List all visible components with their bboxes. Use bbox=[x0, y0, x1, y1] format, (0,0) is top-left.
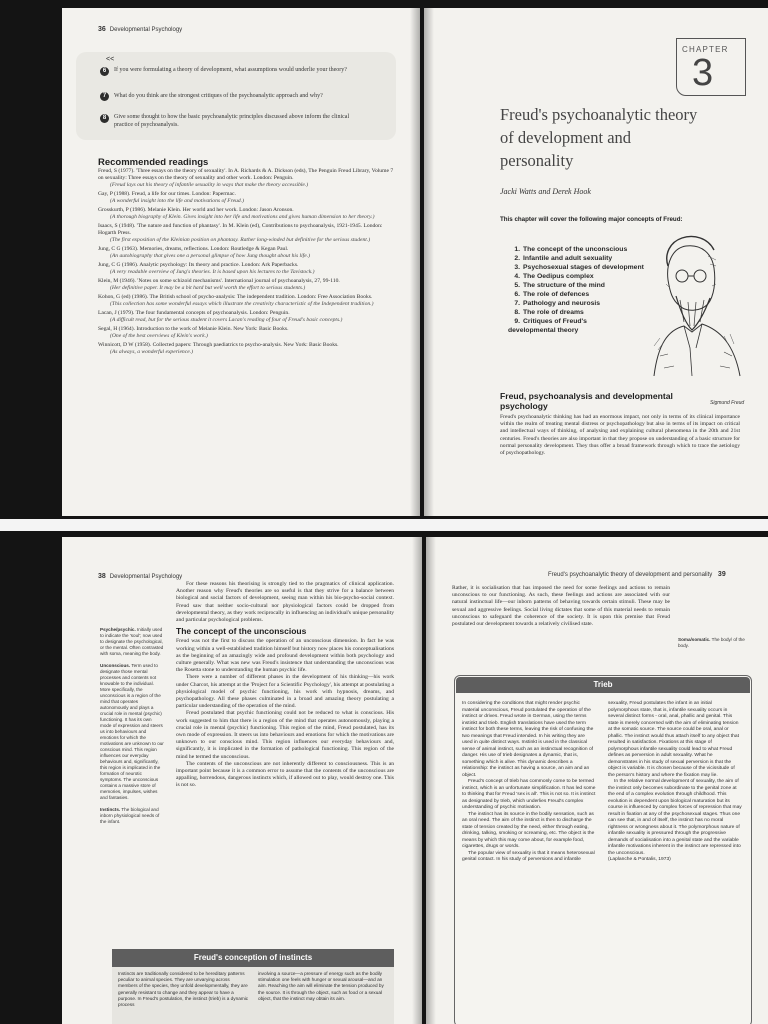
gutter-shadow bbox=[410, 8, 420, 516]
bottom-spread bbox=[0, 531, 768, 1024]
paragraph: Freud postulated that psychic functioning could not be reduced to what is conscious. His work suggested to him that there is a region of the mind that operates autonomously, playing a crucial role in mental (psychic) functioning. This region of the mind, Freud postulated, has its own mode of expression. It steers us into behaviours and emotions for which the motivations are unknown to our conscious mind. This region influences our everyday behaviours and, significantly, it is implicated in the formation of pathological functioning. This region of the mind he termed the unconscious. bbox=[176, 710, 394, 760]
concept-item: 1. The concept of the unconscious bbox=[514, 246, 628, 253]
freud-portrait bbox=[624, 226, 762, 378]
paragraph: For these reasons his theorising is strongly tied to the pragmatics of clinical application. Another reason why Freud's theories are so useful is that they strive for a balance between biological and social factors of development, seeing man within his bio-psycho-social context. Freud saw that neither socio-cultural nor physiological factors could be dropped from developmental theory, as they work reciprocally in influencing an individual's unique personality and particular psychological problems. bbox=[176, 581, 394, 624]
running-head: Freud's psychoanalytic theory of development and personality 39 bbox=[548, 571, 726, 578]
paragraph: There were a number of different phases in the development of his thinking—his work under Charcot, his attempt at the 'Project for a Scientific Psychology', his attempt at postulating a physiological model of psychic functioning, his work with hypnosis, dreams, and psychopathology. All these phases culminated in a broad and amazing theory postulating a particular understanding of the operation of the mind. bbox=[176, 674, 394, 710]
scan-separator bbox=[0, 519, 768, 531]
page-39 bbox=[426, 537, 768, 1024]
chapter-number: 3 bbox=[692, 52, 714, 94]
page-36 bbox=[62, 8, 420, 516]
paragraph: In the relative normal development of sexuality, the aim of the instinct only becomes subordinate to the genital zone at the end of a complex evolution through childhood. This evolution is dependent upon biological maturation but its course is influenced by complex forces of repression that may result in fixation at any of the psychosexual stages. Thus one can see that, in and of itself, the instinct has no moral rightness or wrongness about it. The polymorphous nature of infantile sexuality is pressured through the progressive demands of socialisation into a genital state and the variable infantile motivations inherent in the instinct are repressed into the unconscious. bbox=[608, 779, 742, 856]
running-head: 36 Developmental Psychology bbox=[98, 26, 183, 33]
reading-item: Freud, S (1977). 'Three essays on the theory of sexuality'. In A. Richards & A. Dickson (eds), The Penguin Freud Library, Volume 7 on sexuality: Three essays on the theory of sexuality and other work. London: Penguin. (Freud lays out his theory of infantile sexuality in ways that make the theory accessible.) bbox=[98, 168, 394, 188]
instincts-box-col: Instincts are traditionally considered to be hereditary patterns peculiar to animal species. They are unvarying across members of the species, they unfold developmentally, they are generally resistant to change and they appear to have a purpose. In Freud's postulation, the instinct (trieb) is a dynamic process bbox=[118, 971, 249, 1008]
question-number: 7 bbox=[100, 92, 109, 101]
chapter-authors: Jacki Watts and Derek Hook bbox=[500, 187, 591, 196]
main-text-column bbox=[176, 581, 394, 790]
concept-item: 8. The role of dreams bbox=[514, 309, 584, 316]
concept-item: 5. The structure of the mind bbox=[514, 282, 605, 289]
running-head: 38 Developmental Psychology bbox=[98, 573, 183, 580]
reading-item: Grosskurth, P (1986). Melanie Klein. Her world and her work. London: Jason Aronson. (A thorough biography of Klein. Gives insight into her life and motivations and gives human dimension to her theory.) bbox=[98, 206, 375, 220]
paragraph: In considering the conditions that might render psychic material unconscious, Freud postulated the operation of the instinct or drives. Freud wrote in German, using the terms instinkt and trieb. English translations have used the term instinct for both these terms, leaving the risk of confusing the two meanings that Freud intended. In his writing they are used in quite distinct ways. Instinkt is used in the classical sense of animal instinct, such as an instinctual recognition of danger. His use of trieb designates a dynamic, that is, something which is alive. This dynamic describes a relationship: the instinct as having a source, an aim and an object. bbox=[462, 701, 594, 778]
questions-marker: << bbox=[106, 56, 115, 63]
instincts-box-col: involving a source—a pressure of energy such as the bodily stimulation one feels with hunger or sexual arousal—and an aim. Reaching the aim will eliminate the tension produced by the source. It is through the object, such as food or a sexual object, that the instinct may obtain its aim. bbox=[258, 971, 384, 1001]
unconscious-heading: The concept of the unconscious bbox=[176, 626, 307, 637]
gloss-item: Instincts. The biological and inborn physiological needs of the infant. bbox=[100, 807, 160, 824]
portrait-caption: Sigmund Freud bbox=[710, 400, 745, 406]
reading-item: Lacan, J (1979). The four fundamental concepts of psychoanalysis. London: Penguin. (A difficult read, but for the serious student it covers Lacan's reading of four of Freud's basic concepts.) bbox=[98, 309, 343, 323]
gloss-item: Psyche/psychic. Initially used to indicate the 'soul'; now used to designate the psychological, or the mental. Often contrasted with soma, meaning the body. bbox=[100, 627, 164, 656]
reading-item: Segal, H (1964). Introduction to the work of Melanie Klein. New York: Basic Books. (One of the best overviews of Klein's work.) bbox=[98, 325, 289, 339]
chapter-intro: This chapter will cover the following major concepts of Freud: bbox=[500, 216, 683, 223]
gutter-shadow bbox=[412, 537, 422, 1024]
trieb-col-left bbox=[462, 701, 596, 864]
reading-item: Gay, P (1988). Freud, a life for our times. London: Papermac. (A wonderful insight into the life and motivations of Freud.) bbox=[98, 190, 244, 204]
question-number: 8 bbox=[100, 114, 109, 123]
instincts-box-title: Freud's conception of instincts bbox=[112, 949, 394, 967]
gutter-shadow bbox=[426, 537, 436, 1024]
reading-item: Isaacs, S (1948). 'The nature and function of phantasy'. In M. Klein (ed), Contributions to psychoanalysis, 1921-1945. London: Hogarth Press. (The first exposition of the Kleinian position on phantasy. Rather long-winded but definitive for the serious student.) bbox=[98, 222, 383, 243]
concept-item: 9. Critiques of Freud's developmental theory bbox=[508, 318, 587, 334]
recommended-readings-heading: Recommended readings bbox=[98, 157, 209, 168]
reading-item: Kohon, G (ed) (1986). The British school of psycho-analysis: The independent tradition. London: Free Association Books. (This collection has some wonderful essays which illustrate the creativity characteristic of the Independent tradition.) bbox=[98, 293, 374, 307]
paragraph: The popular view of sexuality is that it means heterosexual genital contact. In his study of perversions and infantile bbox=[462, 850, 595, 862]
page-38 bbox=[62, 537, 422, 1024]
chapter-title: Freud's psychoanalytic theory of development and personality bbox=[500, 105, 698, 170]
gloss-item: Unconscious. Term used to designate those mental processes and contents not knowable to the individual. More specifically, the unconscious is a region of the mind that operates autonomously and plays a crucial role in mental (psychic) functioning. It has its own mode of expression and steers us into behaviours and emotions for which the motivations are unknown to our conscious mind. This region influences our everyday behaviours and, significantly, this region is implicated in the formation of neurotic symptoms. The unconscious contains a massive store of memories, impulses, wishes and fantasies. bbox=[100, 663, 164, 800]
reading-item: Winnicott, D W (1958). Collected papers: Through paediatrics to psycho-analysis. New York: Basic Books. (As always, a wonderful experience.) bbox=[98, 341, 339, 355]
section-body: Freud's psychoanalytic thinking has had an enormous impact, not only in terms of its clinical importance within the realm of treating mental distress or psychopathology but also in terms of its impact on critical and intellectual ways of thinking, of analysing and explaining cultural phenomena in the 20th and 21st centuries. Freud's theories are also important in that they propose on understanding of a basic structure for normal personality development. They thus offer a broad framework through which to trace the aetiology of psychopathology. bbox=[500, 414, 740, 457]
reading-item: Jung, C G (1986). Analytic psychology: Its theory and practice. London: Ark Paperbacks. (A very readable overview of Jung's theories. It is based upon his lectures to the Tavistock.) bbox=[98, 261, 315, 275]
paragraph: Freud's concept of trieb has commonly come to be termed instinct, which is an unfortunate simplification. It has led some to thinking that for Freud 'sex is all'. This is not so. It is instinct as designated by trieb, which underlies Freud's complex understanding of psychic motivation. bbox=[462, 779, 596, 810]
chapter-label: CHAPTER bbox=[682, 45, 729, 54]
citation: (Laplanche & Pontalis, 1973) bbox=[608, 857, 671, 862]
question-number: 6 bbox=[100, 67, 109, 76]
gutter-shadow bbox=[424, 8, 434, 516]
concept-item: 2. Infantile and adult sexuality bbox=[514, 255, 613, 262]
gloss-item: Soma/somatic. The body/ of the body. bbox=[678, 637, 745, 648]
paragraph: The instinct has its source in the bodily sensation, such as an oral need. The aim of the instinct is then to discharge the state of tension created by the need, either through eating, drinking, talking, smoking or screaming, etc. The object is the means by which this may come about, for example food, cigarettes, drugs or words. bbox=[462, 811, 595, 849]
concept-item: 4. The Oedipus complex bbox=[514, 273, 594, 280]
question-text: What do you think are the strongest critiques of the psychoanalytic approach and why? bbox=[114, 93, 323, 99]
question-text: Give some thought to how the basic psychoanalytic principles discussed above inform the clinical practice of psychoanalysis. bbox=[114, 114, 350, 128]
concept-item: 7. Pathology and neurosis bbox=[514, 300, 601, 307]
section-heading: Freud, psychoanalysis and developmental psychology bbox=[500, 391, 673, 411]
trieb-col-right bbox=[608, 701, 742, 864]
paragraph: The contents of the unconscious are not inherently different to consciousness. This is an important point because it is a common error to assume that the contents of the unconscious are appalling, horrendous, dangerous instincts which, if allowed out to play, would destroy one. This is not so. bbox=[176, 760, 394, 789]
reading-item: Jung, C G (1963). Memories, dreams, reflections. London: Routledge & Kegan Paul. (An autobiography that gives one a personal glimpse of how Jung thought about his life.) bbox=[98, 245, 310, 259]
question-text: If you were formulating a theory of development, what assumptions would underlie your theory? bbox=[114, 67, 347, 73]
glossary-margin bbox=[100, 627, 164, 831]
top-paragraph: Rather, it is socialisation that has imposed the need for some feelings and actions to remain unconscious to our functioning. As such, these feelings and actions are associated with our natural instinctual life—our inborn patterns of behaving towards certain stimuli. These may be sexual and aggressive feelings. Social living dictates that some of this material needs to remain unconscious to safeguard the coherence of the society. It is upon this premise that Freud postulated our development towards a relatively civilised state. bbox=[452, 585, 670, 628]
page-37 bbox=[424, 8, 768, 516]
trieb-box-title: Trieb bbox=[456, 677, 750, 693]
concept-item: 3. Psychosexual stages of development bbox=[514, 264, 644, 271]
concept-item: 6. The role of defences bbox=[514, 291, 590, 298]
paragraph: Freud was not the first to discuss the operation of an unconscious dimension. In fact he was working within a well-established tradition himself but history now places his conceptualisations as the beginning of an amazingly wide and profound development within both psychology and culture generally. What was new was Freud's insistence that understanding the unconscious was the Rosetta stone to understanding the human psychic life. bbox=[176, 638, 394, 674]
reading-item: Klein, M (1946). 'Notes on some schizoid mechanisms'. International journal of psychoanalysis, 27, 99-110. (Her definitive paper. It may be a bit hard but well worth the effort to serious students.) bbox=[98, 277, 340, 291]
reading-list bbox=[98, 168, 398, 358]
paragraph: sexuality, Freud postulates the infant in an initial polymorphous state, that is, infantile sexuality occurs in several distinct forms - oral, anal, phallic and genital. This state is merely concerned with the aim of eliminating tension at the somatic source. The source could be oral, anal or phallic. The instinct would thus attach itself to any object that resulted in satisfaction. Fixations at this stage of polymorphous infantile sexuality could lead to what Freud defines as perversion in adult sexuality. What he demonstrates in his study of sexual perversion is that the object is variable. It is chosen because of the vicissitude of the person's history and where the fixation may lie. bbox=[608, 701, 739, 778]
